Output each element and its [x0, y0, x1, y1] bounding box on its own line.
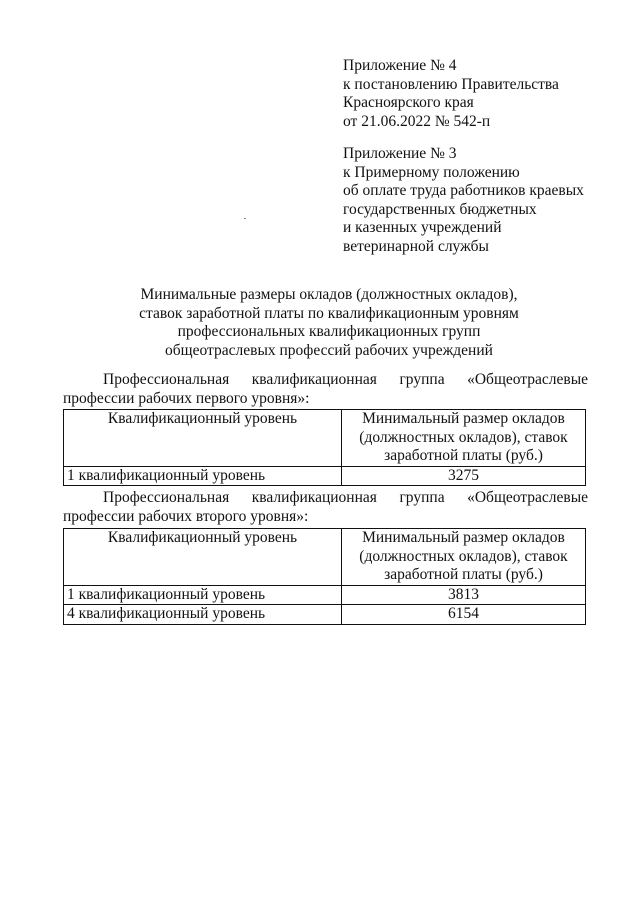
annex-4-line: Красноярского края	[343, 94, 474, 111]
scan-speck	[244, 218, 246, 219]
annex-4-line: от 21.06.2022 № 542-п	[343, 112, 491, 130]
group-1-intro-line-2: профессии рабочих первого уровня»:	[63, 389, 310, 407]
level-cell: 1 квалификационный уровень	[64, 585, 342, 605]
intro-word: группа	[399, 489, 445, 506]
annex-3-line: к Примерному положению	[343, 163, 520, 181]
title-line: общеотраслевых профессий рабочих учреждений	[165, 341, 493, 359]
salary-cell: 3813	[342, 585, 586, 605]
title-line: Минимальные размеры окладов (должностных окладов),	[140, 286, 518, 303]
group-2-intro	[63, 489, 588, 526]
header-salary: Минимальный размер окладов (должностных окладов), ставок заработной платы (руб.)	[342, 529, 586, 586]
group-2-intro-line-2: профессии рабочих второго уровня»:	[63, 507, 309, 525]
table-header-row	[64, 529, 586, 586]
annex-4-block	[343, 57, 633, 131]
salary-cell: 3275	[342, 466, 586, 486]
annex-4-line: Приложение № 4	[343, 57, 457, 74]
table-header-row	[64, 410, 586, 467]
level-cell: 1 квалификационный уровень	[64, 466, 342, 486]
header-level: Квалификационный уровень	[64, 410, 342, 467]
intro-word: Профессиональная	[103, 489, 230, 506]
group-1-intro-line-1	[63, 371, 588, 390]
salary-cell: 6154	[342, 605, 586, 625]
intro-word: группа	[399, 371, 445, 388]
annex-3-line: и казенных учреждений	[343, 219, 502, 236]
annex-4-line: к постановлению Правительства	[343, 75, 559, 93]
annex-3-line: об оплате труда работников краевых	[343, 182, 584, 199]
intro-word: «Общеотраслевые	[467, 371, 588, 388]
annex-3-line: Приложение № 3	[343, 145, 457, 162]
table-row	[64, 585, 586, 605]
intro-word: Профессиональная	[103, 371, 230, 388]
group-1-intro	[63, 371, 588, 408]
intro-word: «Общеотраслевые	[467, 489, 588, 506]
group-2-intro-line-1	[63, 489, 588, 508]
document-title	[60, 286, 598, 360]
intro-word: квалификационная	[251, 489, 377, 506]
annex-3-line: государственных бюджетных	[343, 200, 537, 218]
intro-word: квалификационная	[251, 371, 377, 388]
header-salary: Минимальный размер окладов (должностных окладов), ставок заработной платы (руб.)	[342, 410, 586, 467]
table-row	[64, 466, 586, 486]
annex-3-block	[343, 145, 633, 256]
salary-table-group-2	[63, 528, 586, 625]
header-level: Квалификационный уровень	[64, 529, 342, 586]
level-cell: 4 квалификационный уровень	[64, 605, 342, 625]
title-line: профессиональных квалификационных групп	[177, 323, 481, 340]
salary-table-group-1	[63, 409, 586, 486]
table-row	[64, 605, 586, 625]
title-line: ставок заработной платы по квалификационным уровням	[139, 304, 519, 322]
annex-3-line: ветеринарной службы	[343, 237, 489, 255]
